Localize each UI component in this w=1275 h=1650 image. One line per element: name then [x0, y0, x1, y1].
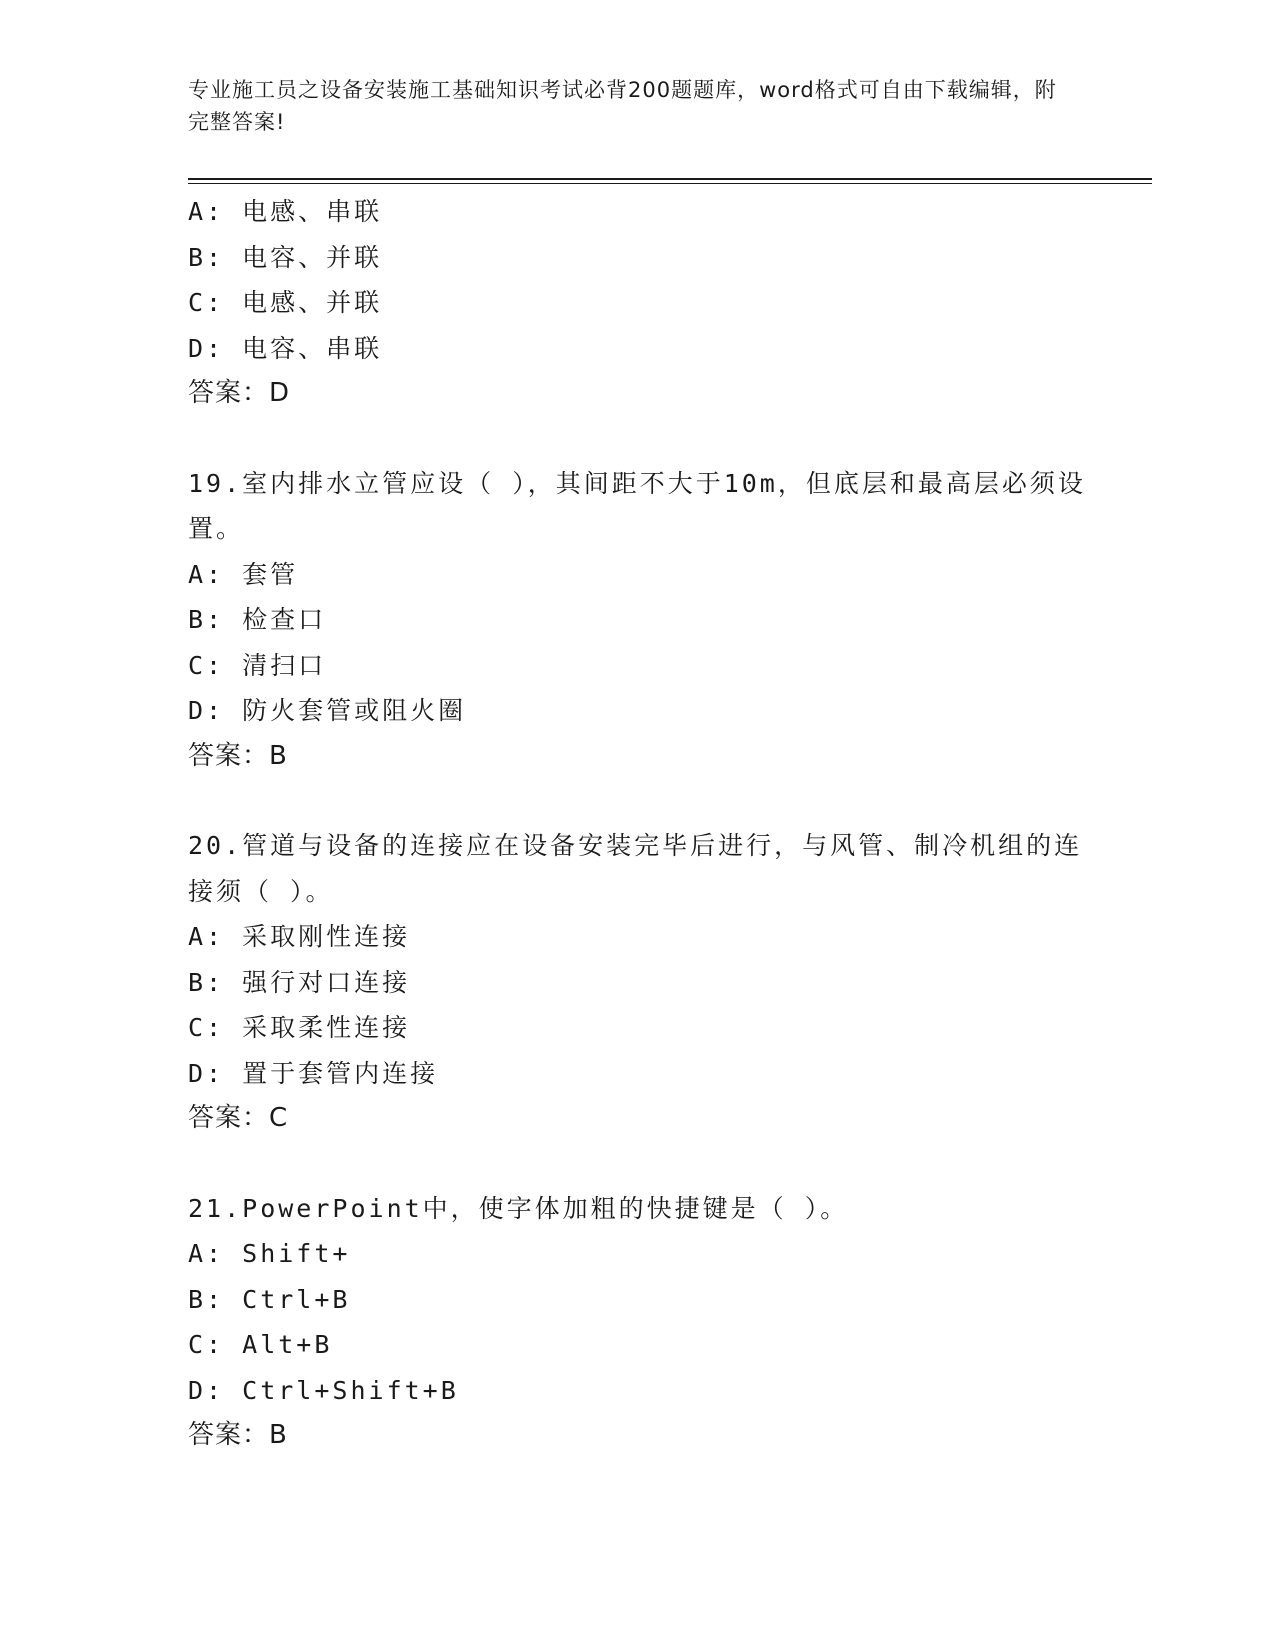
option-b: B: 检查口: [188, 605, 327, 634]
answer-line: 答案：D: [188, 378, 291, 408]
option-c: C: Alt+B: [188, 1330, 333, 1359]
question-block-18: [188, 189, 1088, 417]
option-a: A: Shift+: [188, 1239, 351, 1268]
header-divider-thick: [188, 178, 1152, 180]
option-b: B: 电容、并联: [188, 242, 383, 272]
option-d: D: 电容、串联: [188, 333, 383, 363]
option-c: C: 电感、并联: [188, 288, 383, 317]
answer-line: 答案：B: [188, 1420, 288, 1450]
question-block-19: [188, 461, 1088, 780]
question-text: 20.管道与设备的连接应在设备安装完毕后进行，与风管、制冷机组的连接须（ ）。: [188, 831, 1083, 906]
option-a: A: 套管: [188, 559, 299, 589]
option-a: A: 电感、串联: [188, 197, 383, 226]
option-d: D: 防火套管或阻火圈: [188, 696, 467, 725]
question-text: 21.PowerPoint中，使字体加粗的快捷键是（ ）。: [188, 1193, 849, 1223]
option-d: D: Ctrl+Shift+B: [188, 1375, 459, 1405]
answer-line: 答案：C: [188, 1103, 289, 1133]
option-a: A: 采取刚性连接: [188, 922, 411, 951]
question-block-21: [188, 1186, 1088, 1459]
answer-line: 答案：B: [188, 740, 288, 771]
option-c: C: 清扫口: [188, 650, 327, 680]
option-d: D: 置于套管内连接: [188, 1058, 439, 1088]
question-text: 19.室内排水立管应设（ ），其间距不大于10m，但底层和最高层必须设置。: [188, 468, 1086, 543]
question-list: [188, 189, 1088, 1459]
option-c: C: 采取柔性连接: [188, 1013, 411, 1042]
header-divider-thin: [188, 183, 1152, 184]
option-b: B: 强行对口连接: [188, 967, 411, 997]
document-header-title: 专业施工员之设备安装施工基础知识考试必背200题题库，word格式可自由下载编辑，附完整答案!: [188, 78, 1057, 134]
option-b: B: Ctrl+B: [188, 1284, 351, 1314]
question-block-20: [188, 823, 1088, 1142]
